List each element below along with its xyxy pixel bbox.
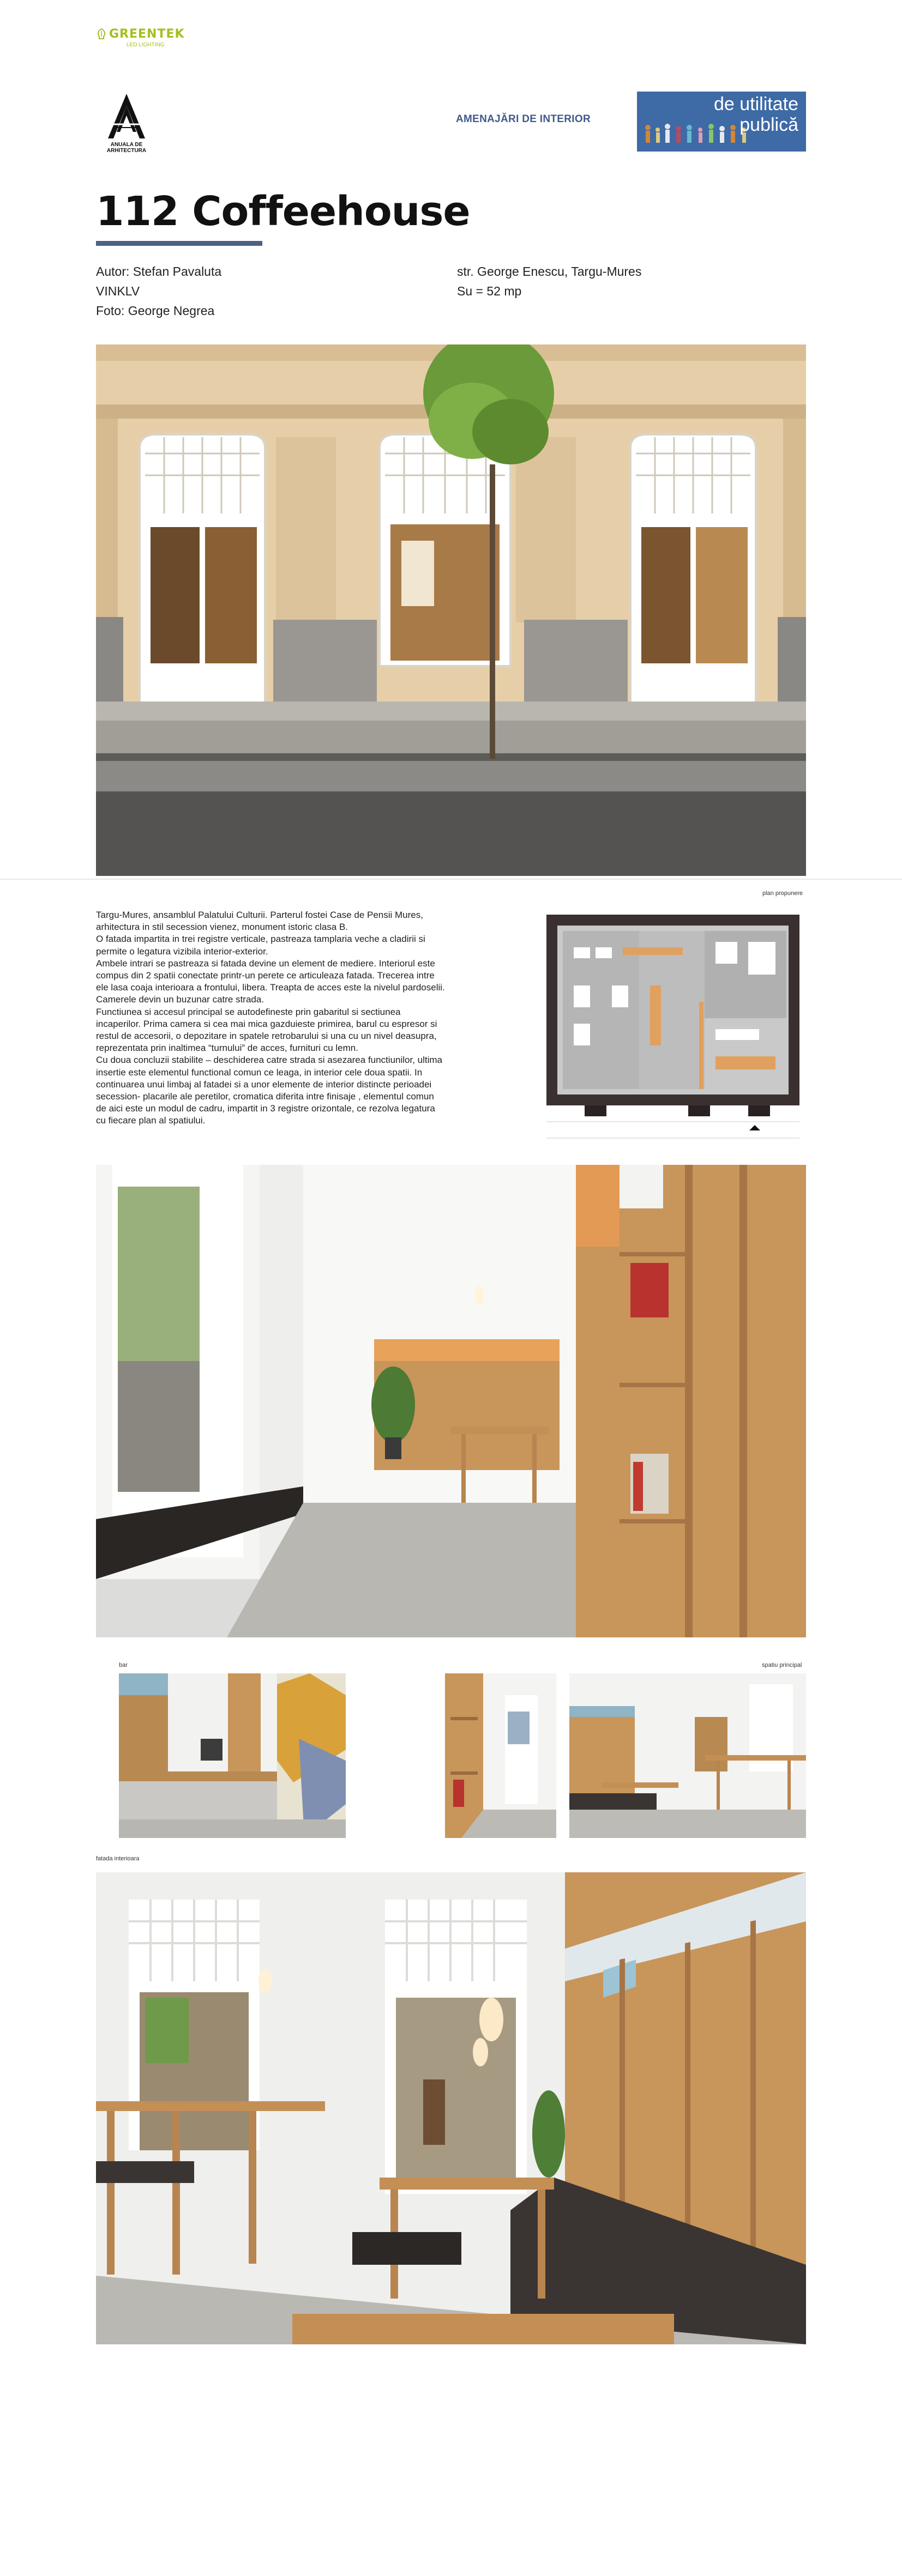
public-utility-badge	[637, 92, 806, 152]
credit-studio: VINKLV	[96, 284, 140, 298]
description-paragraph: Ambele intrari se pastreaza si fatada devine un element de mediere. Interiorul este compus din 2 spatii conectate printr-un perete ce articuleaza fatada. Trecerea intre ele lasa coaja interioara a frontului, libera. Treapta de acces este la nivelul pardoselii. Camerele devin un buzunar catre strada.	[96, 958, 445, 1005]
location-block	[457, 262, 641, 301]
badge-title	[646, 94, 798, 135]
brand-subtitle: LED LIGHTING	[127, 42, 165, 48]
shelf-corridor-photo	[445, 1673, 556, 1838]
description-paragraph: O fatada impartita in trei registre verticale, pastreaza tamplaria veche a cladirii si permite o legatura vizibila interior-exterior.	[96, 934, 425, 957]
interior-facade-photo	[96, 1872, 806, 2344]
badge-line-1: de utilitate	[714, 94, 798, 114]
interior-facade-caption: fatada interioara	[96, 1855, 140, 1862]
facade-photo	[96, 344, 806, 876]
bar-caption: bar	[119, 1662, 128, 1668]
association-logo-text: ANUALA DE ARHITECTURA	[106, 142, 147, 154]
main-space-caption: spatiu principal	[762, 1662, 802, 1668]
brand-name: GREENTEK	[109, 27, 185, 41]
credits-block	[96, 262, 221, 321]
bar-photo	[119, 1673, 346, 1838]
project-description	[96, 909, 445, 1127]
section-divider	[0, 879, 902, 880]
description-paragraph: Targu-Mures, ansamblul Palatului Culturii. Parterul fostei Case de Pensii Mures, arhitectura in stil secession vienez, monument istoric clasa B.	[96, 910, 423, 933]
association-logo	[93, 92, 160, 156]
greentek-logo	[96, 27, 200, 52]
floor-plan	[541, 915, 805, 1150]
credit-photo: Foto: George Negrea	[96, 304, 215, 318]
leaf-bulb-icon	[96, 28, 107, 40]
project-address: str. George Enescu, Targu-Mures	[457, 264, 642, 279]
description-paragraph: Cu doua concluzii stabilite – deschiderea catre strada si asezarea functiunilor, ultima insertie este elementul functional comun ce leaga, in interior cele doua spatii. In continuarea unui limbaj al fatadei si a unor elemente de interior distincte perioadei secession- placarile ale peretilor, cromatica diferita intre finisaje , elementul comun de aici este un modul de cadru, impartit in 3 registre orizontale, ce rezolva legatura cu fiecare plan al spatiului.	[96, 1055, 443, 1126]
category-label: AMENAJĂRI DE INTERIOR	[456, 113, 591, 125]
interior-photo-window-bench	[96, 1165, 806, 1637]
description-paragraph: Functiunea si accesul principal se autodefineste prin gabaritul si sectiunea incaperilor. Prima camera si cea mai mica gazduieste primirea, barul cu espresor si restul de accesorii, o depozitare in spatele retrobarului si una cu un nivel deasupra, reprezentata prin inaltimea “turnului” de acces, furnituri cu lemn.	[96, 1006, 437, 1054]
page-title: 112 Coffeehouse	[96, 188, 470, 235]
main-space-seating-photo	[569, 1673, 806, 1838]
triple-a-logo-icon	[93, 92, 160, 141]
project-area: Su = 52 mp	[457, 284, 522, 298]
credit-author: Autor: Stefan Pavaluta	[96, 264, 222, 279]
badge-line-2: publică	[739, 114, 798, 135]
plan-caption: plan propunere	[762, 890, 803, 897]
title-underline	[96, 241, 262, 246]
